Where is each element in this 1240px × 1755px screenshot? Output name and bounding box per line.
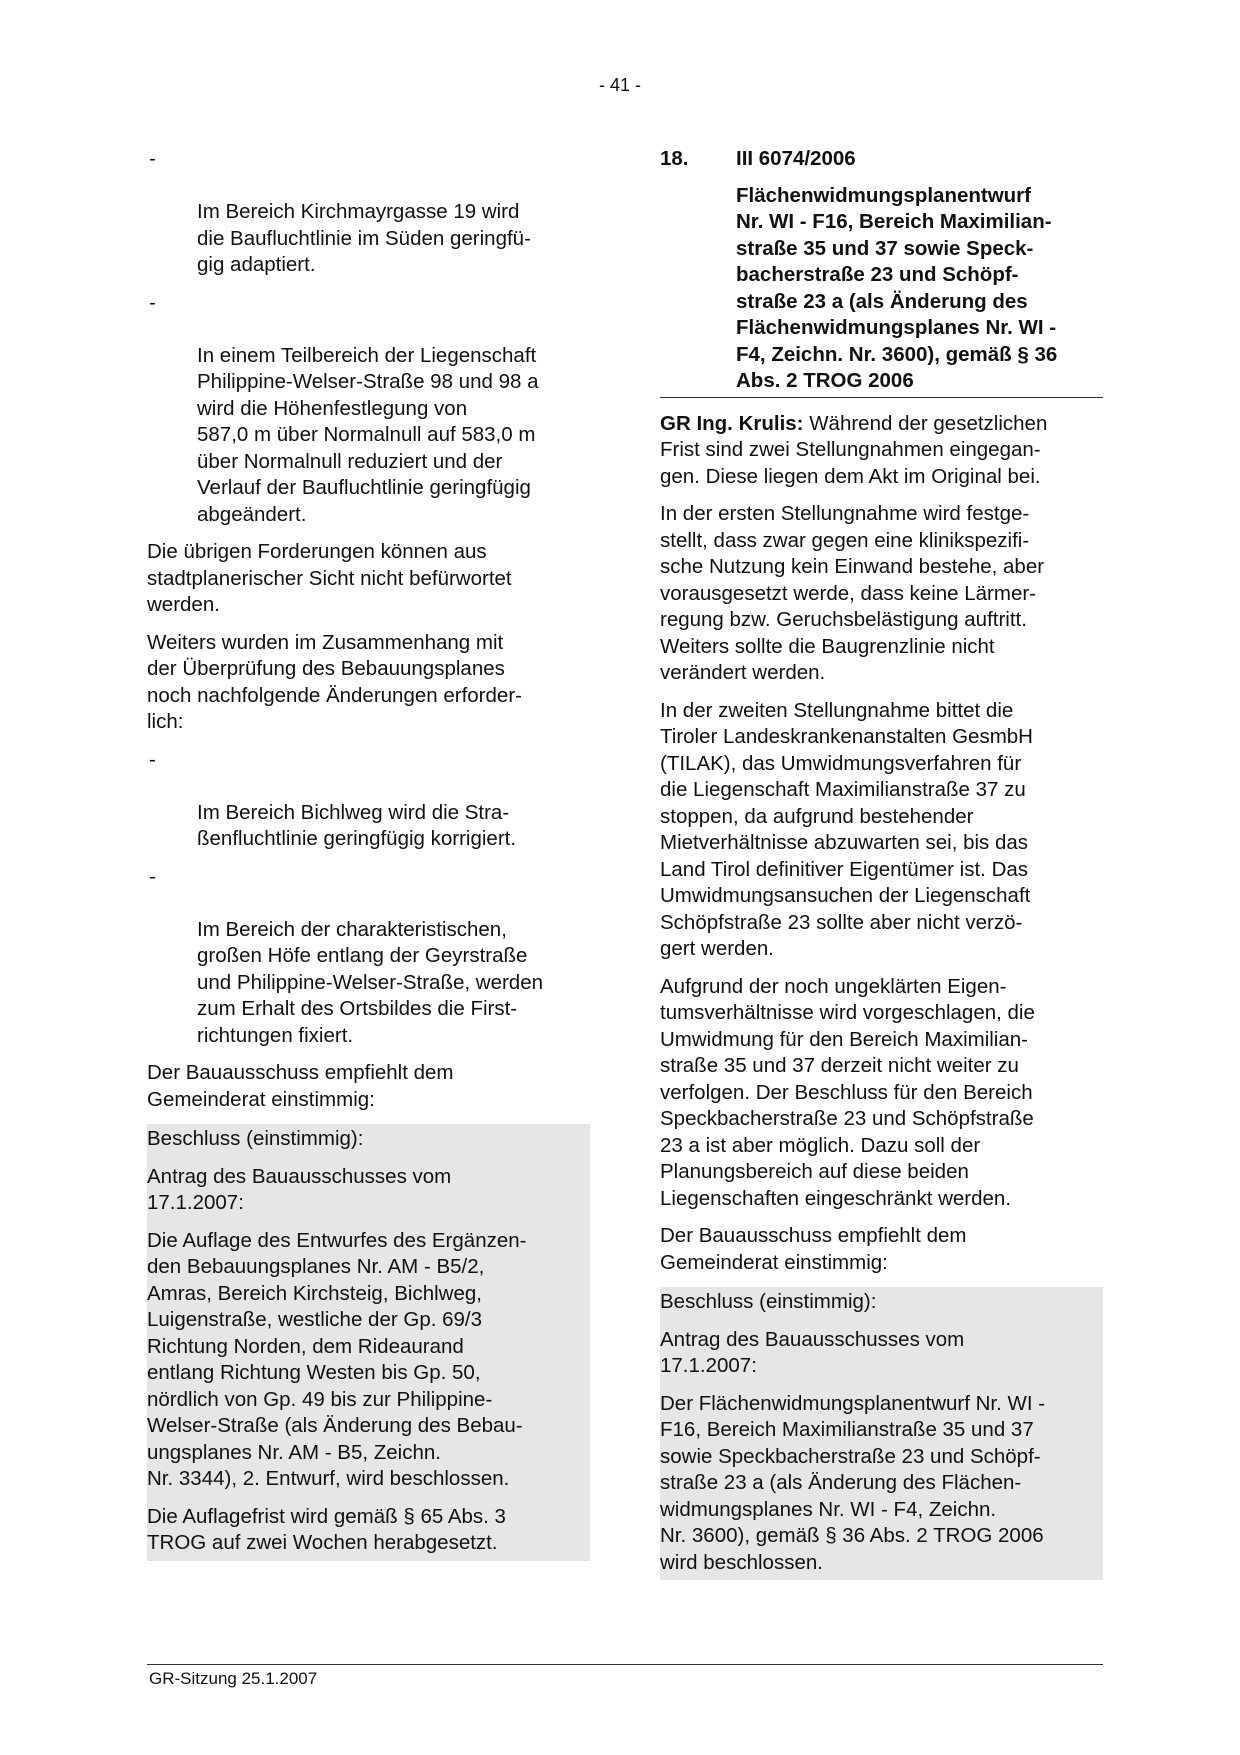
speaker-name: GR Ing. Krulis: <box>660 411 804 435</box>
resolution-box <box>147 1124 590 1561</box>
paragraph: Weiters wurden im Zusammenhang mit der Überprüfung des Bebauungsplanes noch nachfolgende Änderungen erforder- lich: <box>147 630 522 733</box>
paragraph: Der Bauausschuss empfiehlt dem Gemeinderat einstimmig: <box>660 1224 967 1274</box>
list-item-text: Im Bereich Bichlweg wird die Stra- ßenfluchtlinie geringfügig korrigiert. <box>197 800 517 850</box>
resolution-text: Der Flächenwidmungsplanentwurf Nr. WI - F16, Bereich Maximilianstraße 35 und 37 sowie Speckbacherstraße 23 und Schöpf- straße 23 a (als Änderung des Flächen- widmungsplanes Nr. WI - F4, Zeichn. Nr. 3600), gemäß § 36 Abs. 2 TROG 2006 wird beschlossen. <box>660 1391 1046 1574</box>
agenda-item-title: Flächenwidmungsplanentwurf Nr. WI - F16, Bereich Maximilian- straße 35 und 37 sowie Speck- bacherstraße 23 und Schöpf- straße 23 a (als Änderung des Flächenwidmungsplanes Nr. WI - F4, Zeichn. Nr. 3600), gemäß § 36 Abs. 2 TROG 2006 <box>736 183 1058 392</box>
list-item <box>147 290 590 529</box>
paragraph: Der Bauausschuss empfiehlt dem Gemeinderat einstimmig: <box>147 1061 454 1111</box>
resolution-period: Die Auflagefrist wird gemäß § 65 Abs. 3 TROG auf zwei Wochen herabgesetzt. <box>147 1504 506 1554</box>
paragraph: In der ersten Stellungnahme wird festge- stellt, dass zwar gegen eine klinikspezifi- sche Nutzung kein Einwand bestehe, aber vorausgesetzt werde, dass keine Lärmer- regung bzw. Geruchsbelästigung auftritt. Weiters sollte die Baugrenzlinie nicht verändert werden. <box>660 502 1045 684</box>
bullet-dash: - <box>149 864 156 888</box>
paragraph: In der zweiten Stellungnahme bittet die Tiroler Landeskrankenanstalten GesmbH (TILAK), das Umwidmungsverfahren für die Liegenschaft Maximilianstraße 37 zu stoppen, da aufgrund bestehender Mietverhältnisse abzuwarten sei, bis das Land Tirol definitiver Eigentümer ist. Das Umwidmungsansuchen der Liegenschaft Schöpfstraße 23 sollte aber nicht verzö- gert werden. <box>660 698 1033 960</box>
left-column <box>147 146 590 1561</box>
list-item-text: Im Bereich der charakteristischen, großen Höfe entlang der Geyrstraße und Philippine-Welser-Straße, werden zum Erhalt des Ortsbildes die First- richtungen fixiert. <box>197 917 544 1047</box>
footer-divider <box>147 1664 1103 1665</box>
list-item-text: Im Bereich Kirchmayrgasse 19 wird die Baufluchtlinie im Süden geringfü- gig adaptiert. <box>197 200 531 276</box>
footer-text: GR-Sitzung 25.1.2007 <box>149 1669 318 1688</box>
list-item <box>147 864 590 1050</box>
list-item <box>147 747 590 853</box>
resolution-title: Beschluss (einstimmig): <box>147 1127 364 1150</box>
resolution-text: Die Auflage des Entwurfes des Ergänzen- den Bebauungsplanes Nr. AM - B5/2, Amras, Bereich Kirchsteig, Bichlweg, Luigenstraße, westliche der Gp. 69/3 Richtung Norden, dem Rideaurand entlang Richtung Westen bis Gp. 50, nördlich von Gp. 49 bis zur Philippine- Welser-Straße (als Änderung des Bebau- ungsplanes Nr. AM - B5, Zeichn. Nr. 3344), 2. Entwurf, wird beschlossen. <box>147 1228 527 1490</box>
speaker-text: Während der gesetzlichen Frist sind zwei Stellungnahmen eingegan- gen. Diese liegen dem Akt im Original bei. <box>660 411 1048 488</box>
bullet-dash: - <box>149 147 156 170</box>
speaker-paragraph <box>660 411 1103 491</box>
agenda-item-header <box>660 146 1103 173</box>
resolution-box <box>660 1287 1103 1580</box>
list-item <box>147 146 590 279</box>
resolution-title: Beschluss (einstimmig): <box>660 1290 877 1313</box>
agenda-item-number: 18. <box>660 147 689 170</box>
bullet-dash: - <box>149 747 156 771</box>
list-item-text: In einem Teilbereich der Liegenschaft Philippine-Welser-Straße 98 und 98 a wird die Höhenfestlegung von 587,0 m über Normalnull auf 583,0 m über Normalnull reduziert und der Verlauf der Baufluchtlinie geringfügig abgeändert. <box>197 343 539 526</box>
paragraph: Aufgrund der noch ungeklärten Eigen- tumsverhältnisse wird vorgeschlagen, die Umwidmung für den Bereich Maximilian- straße 35 und 37 derzeit nicht weiter zu verfolgen. Der Beschluss für den Bereich Speckbacherstraße 23 und Schöpfstraße 23 a ist aber möglich. Dazu soll der Planungsbereich auf diese beiden Liegenschaften eingeschränkt werden. <box>660 974 1035 1210</box>
bullet-dash: - <box>149 290 156 314</box>
resolution-motion: Antrag des Bauausschusses vom 17.1.2007: <box>660 1327 965 1377</box>
right-column <box>660 146 1103 1580</box>
agenda-item-ref: III 6074/2006 <box>736 147 856 170</box>
page-number: - 41 - <box>598 75 641 95</box>
paragraph: Die übrigen Forderungen können aus stadtplanerischer Sicht nicht befürwortet werden. <box>147 540 512 616</box>
agenda-item-title-block <box>660 183 1103 398</box>
resolution-motion: Antrag des Bauausschusses vom 17.1.2007: <box>147 1164 452 1214</box>
